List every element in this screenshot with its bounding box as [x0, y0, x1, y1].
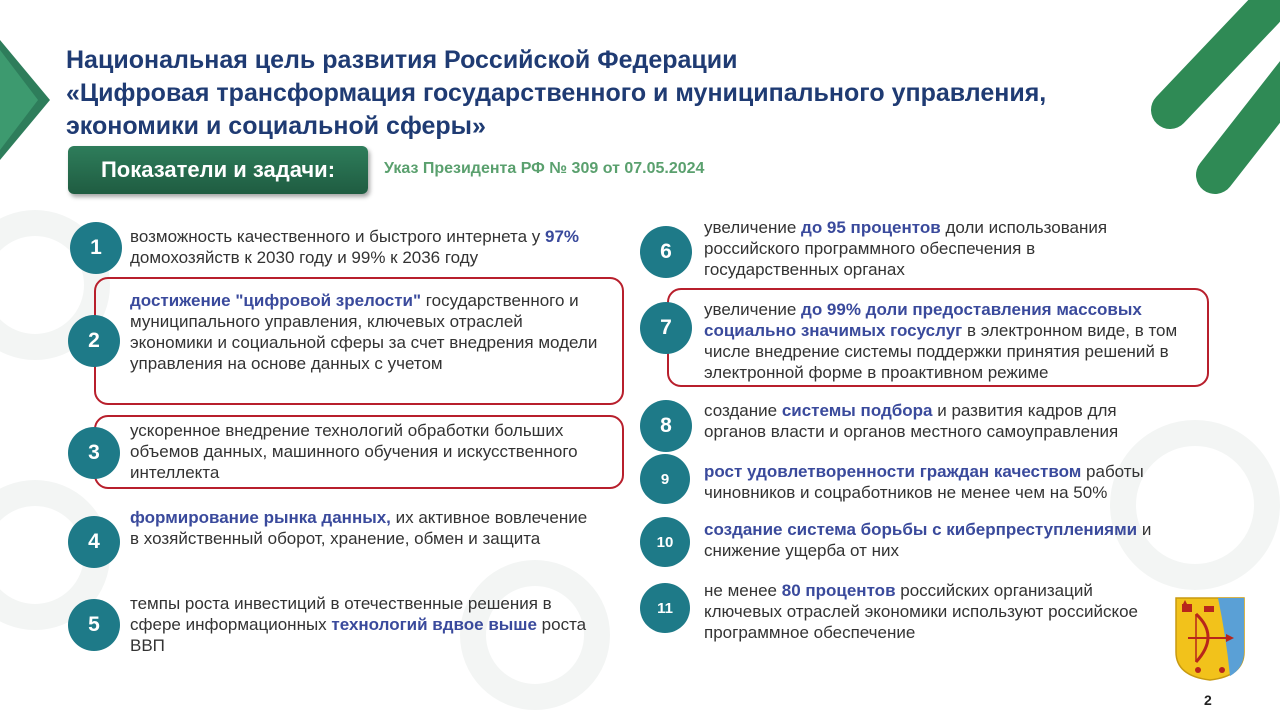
- item-highlight: достижение "цифровой зрелости": [130, 291, 422, 310]
- item-text: [704, 299, 1194, 383]
- coat-of-arms-emblem: [1174, 596, 1246, 682]
- item-text: [130, 593, 600, 656]
- item-number-circle: 1: [70, 222, 122, 274]
- item-text: [130, 420, 600, 483]
- page-title: [66, 44, 1146, 143]
- bg-swirl: [1110, 420, 1280, 590]
- decree-reference: Указ Президента РФ № 309 от 07.05.2024: [384, 160, 705, 177]
- item-fragment: и снижение ущерба от них: [704, 520, 1152, 560]
- indicators-badge: Показатели и задачи:: [68, 146, 368, 194]
- item-fragment: государственного и муниципального управления, ключевых отраслей экономики и социальной сферы за счет внедрения модели управления на основе данных с учетом: [130, 291, 598, 373]
- title-line-3: экономики и социальной сферы»: [66, 112, 486, 140]
- item-fragment: работы чиновников и соцработников не менее чем на 50%: [704, 462, 1144, 502]
- item-text: [130, 507, 590, 549]
- item-fragment: роста ВВП: [130, 615, 587, 655]
- item-number-circle: 3: [68, 427, 120, 479]
- item-highlight: системы подбора: [781, 401, 933, 420]
- item-number-circle: 11: [640, 583, 690, 633]
- item-highlight: 97%: [545, 227, 580, 246]
- item-number-circle: 7: [640, 302, 692, 354]
- title-line-2: «Цифровая трансформация государственного и муниципального управления,: [66, 79, 1047, 107]
- item-fragment: доли использования российского программного обеспечения в государственных органах: [704, 218, 1108, 279]
- item-number-circle: 10: [640, 517, 690, 567]
- item-number-circle: 9: [640, 454, 690, 504]
- item-fragment: не менее: [704, 581, 782, 600]
- item-highlight: рост удовлетворенности граждан качеством: [704, 462, 1082, 481]
- item-number-circle: 4: [68, 516, 120, 568]
- item-text: [704, 461, 1204, 503]
- item-text: [704, 217, 1164, 280]
- title-line-1: Национальная цель развития Российской Федерации: [66, 46, 738, 74]
- item-number-circle: 5: [68, 599, 120, 651]
- item-highlight: до 99% доли предоставления массовых социально значимых госуслуг: [704, 300, 1142, 340]
- item-highlight: создание система борьбы с киберпреступлениями: [704, 520, 1138, 539]
- item-text: [130, 290, 600, 374]
- item-highlight: технологий вдвое выше: [331, 615, 537, 634]
- item-number-circle: 8: [640, 400, 692, 452]
- item-fragment: возможность качественного и быстрого интернета у: [130, 227, 545, 246]
- item-fragment: увеличение: [704, 218, 802, 237]
- item-fragment: их активное вовлечение в хозяйственный оборот, хранение, обмен и защита: [130, 508, 588, 548]
- item-fragment: ускоренное внедрение технологий обработки больших объемов данных, машинного обучения и искусственного интеллекта: [130, 421, 578, 482]
- page-number: 2: [1204, 692, 1212, 708]
- item-fragment: и развития кадров для органов власти и органов местного самоуправления: [704, 401, 1119, 441]
- item-number-circle: 2: [68, 315, 120, 367]
- item-number-circle: 6: [640, 226, 692, 278]
- item-highlight: формирование рынка данных,: [130, 508, 391, 527]
- item-highlight: 80 процентов: [781, 581, 896, 600]
- item-fragment: российских организаций ключевых отраслей экономики используют российское программное обеспечение: [704, 581, 1139, 642]
- item-fragment: домохозяйств к 2030 году и 99% к 2036 году: [130, 248, 479, 267]
- item-fragment: создание: [704, 401, 782, 420]
- item-text: [704, 580, 1154, 643]
- item-highlight: до 95 процентов: [801, 218, 941, 237]
- item-fragment: темпы роста инвестиций в отечественные решения в сфере информационных: [130, 594, 552, 634]
- item-text: [704, 519, 1204, 561]
- left-arrow-decoration: [0, 40, 50, 160]
- item-fragment: в электронном виде, в том числе внедрение системы поддержки принятия решений в электронной форме в проактивном режиме: [704, 321, 1178, 382]
- item-text: [704, 400, 1174, 442]
- item-fragment: увеличение: [704, 300, 802, 319]
- item-text: [130, 226, 610, 268]
